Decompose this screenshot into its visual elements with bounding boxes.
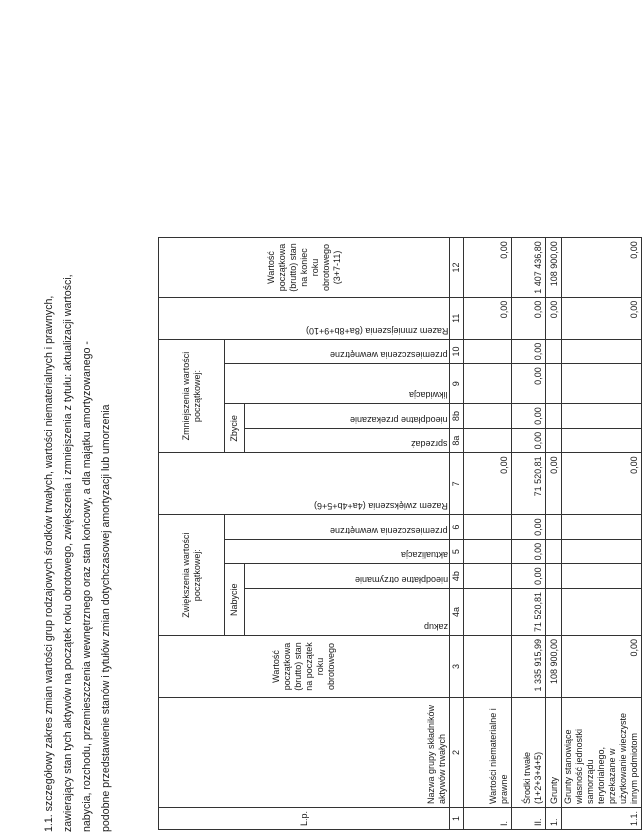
header-purchase-cell: [245, 588, 450, 635]
row-lp: 1.1.: [562, 807, 642, 829]
table-row: [464, 238, 512, 830]
cell-value: 0,00: [562, 635, 642, 697]
fixed-assets-table: [158, 237, 642, 830]
column-number: 12: [450, 238, 464, 298]
cell-value: [546, 539, 562, 564]
row-name: Grunty stanowiące własność jednostki samorządu terytorialnego, przekazane w użytkowanie wieczyste innym podmiotom: [562, 697, 642, 807]
cell-value: 0,00: [512, 539, 546, 564]
intro-text: [40, 52, 116, 832]
cell-value: 0,00: [512, 564, 546, 589]
cell-value: [546, 564, 562, 589]
cell-value: [464, 364, 512, 404]
header-liquidation-cell: [225, 364, 450, 404]
header-disposal: Zbycie: [225, 404, 245, 453]
column-number: 8b: [450, 404, 464, 429]
cell-value: [562, 539, 642, 564]
row-lp: II.: [512, 807, 546, 829]
cell-value: [464, 635, 512, 697]
column-number: 10: [450, 339, 464, 364]
cell-value: [562, 404, 642, 429]
header-liquidation: likwidacja: [409, 390, 448, 401]
column-numbers-row: [450, 238, 464, 830]
column-number: 6: [450, 515, 464, 540]
cell-value: 108 900,00: [546, 635, 562, 697]
cell-value: [464, 428, 512, 453]
cell-value: [562, 515, 642, 540]
header-acquisition: Nabycie: [225, 564, 245, 636]
column-number: 9: [450, 364, 464, 404]
header-free-transfer: nieodpłatne przekazanie: [350, 414, 448, 425]
column-number: 1: [450, 807, 464, 829]
header-end-value: Wartość początkowa (brutto) stan na koniec roku obrotowego (3+7-11): [159, 238, 450, 298]
header-transfer-in-cell: [225, 515, 450, 540]
header-decreases: Zmniejszenia wartości początkowej:: [159, 339, 225, 453]
row-name: Środki trwałe (1+2+3+4+5): [512, 697, 546, 807]
column-number: 11: [450, 297, 464, 339]
cell-value: [546, 515, 562, 540]
cell-value: [562, 588, 642, 635]
header-transfer-out: przemieszczenia wewnętrzne: [330, 350, 448, 361]
cell-value: [562, 364, 642, 404]
cell-value: [546, 404, 562, 429]
cell-value: [464, 339, 512, 364]
cell-value: 0,00: [562, 238, 642, 298]
column-number: 8a: [450, 428, 464, 453]
header-transfer-out-cell: [225, 339, 450, 364]
cell-value: 0,00: [512, 297, 546, 339]
cell-value: 71 520,81: [512, 453, 546, 515]
cell-value: 0,00: [546, 297, 562, 339]
rotated-content: [40, 52, 639, 832]
header-free-received: nieodpłatne otrzymanie: [354, 574, 448, 585]
header-sale: sprzedaż: [411, 439, 448, 450]
cell-value: 0,00: [562, 297, 642, 339]
cell-value: [562, 339, 642, 364]
cell-value: 71 520,81: [512, 588, 546, 635]
cell-value: [464, 404, 512, 429]
cell-value: [546, 364, 562, 404]
cell-value: 0,00: [512, 364, 546, 404]
header-name: Nazwa grupy składników aktywów trwałych: [159, 697, 450, 807]
cell-value: [546, 428, 562, 453]
header-increase-total-cell: [159, 453, 450, 515]
column-number: 3: [450, 635, 464, 697]
cell-value: [464, 588, 512, 635]
cell-value: 1 335 915,99: [512, 635, 546, 697]
column-number: 5: [450, 539, 464, 564]
header-free-transfer-cell: [245, 404, 450, 429]
intro-line: nabycia, rozchodu, przemieszczenia wewnętrznego oraz stan końcowy, a dla majątku amortyzowanego -: [81, 341, 93, 832]
cell-value: 0,00: [464, 453, 512, 515]
header-increase-total: Razem zwiększenia (4a+4b+5+6): [314, 501, 448, 512]
cell-value: 108 900,00: [546, 238, 562, 298]
header-decrease-total: Razem zmniejszenia (8a+8b+9+10): [305, 325, 448, 336]
cell-value: 0,00: [512, 515, 546, 540]
cell-value: [562, 564, 642, 589]
cell-value: [464, 515, 512, 540]
cell-value: [562, 428, 642, 453]
cell-value: 1 407 436,80: [512, 238, 546, 298]
row-lp: I.: [464, 807, 512, 829]
header-sale-cell: [245, 428, 450, 453]
table-row: [546, 238, 562, 830]
intro-line: podobne przedstawienie stanów i tytułów zmian dotychczasowej amortyzacji lub umorzenia: [100, 404, 112, 832]
column-number: 7: [450, 453, 464, 515]
header-start-value: Wartość początkowa (brutto) stan na początek roku obrotowego: [159, 635, 450, 697]
header-revaluation-cell: [225, 539, 450, 564]
cell-value: 0,00: [546, 453, 562, 515]
header-transfer-in: przemieszczenia wewnętrzne: [330, 525, 448, 536]
table-row: [512, 238, 546, 830]
cell-value: 0,00: [512, 339, 546, 364]
cell-value: 0,00: [464, 297, 512, 339]
intro-line: zawierający stan tych aktywów na początek roku obrotowego, zwiększenia i zmniejszenia z tytułu: aktualizacji wartości,: [62, 274, 74, 832]
cell-value: [464, 539, 512, 564]
row-name: Wartości niematerialne i prawne: [464, 697, 512, 807]
column-number: 4b: [450, 564, 464, 589]
column-number: 2: [450, 697, 464, 807]
header-revaluation: aktualizacja: [400, 550, 448, 561]
row-name: Grunty: [546, 697, 562, 807]
intro-line: 1.1. szczegółowy zakres zmian wartości grup rodzajowych środków trwałych, wartości niematerialnych i prawnych,: [43, 295, 55, 832]
cell-value: [464, 564, 512, 589]
row-lp: 1.: [546, 807, 562, 829]
cell-value: [546, 339, 562, 364]
header-lp: L.p.: [159, 807, 450, 829]
cell-value: 0,00: [562, 453, 642, 515]
cell-value: 0,00: [512, 428, 546, 453]
table-row: [562, 238, 642, 830]
header-purchase: zakup: [423, 621, 448, 632]
header-decrease-total-cell: [159, 297, 450, 339]
cell-value: 0,00: [464, 238, 512, 298]
cell-value: 0,00: [512, 404, 546, 429]
column-number: 4a: [450, 588, 464, 635]
header-free-received-cell: [245, 564, 450, 589]
header-increases: Zwiększenia wartości początkowej:: [159, 515, 225, 636]
cell-value: [546, 588, 562, 635]
